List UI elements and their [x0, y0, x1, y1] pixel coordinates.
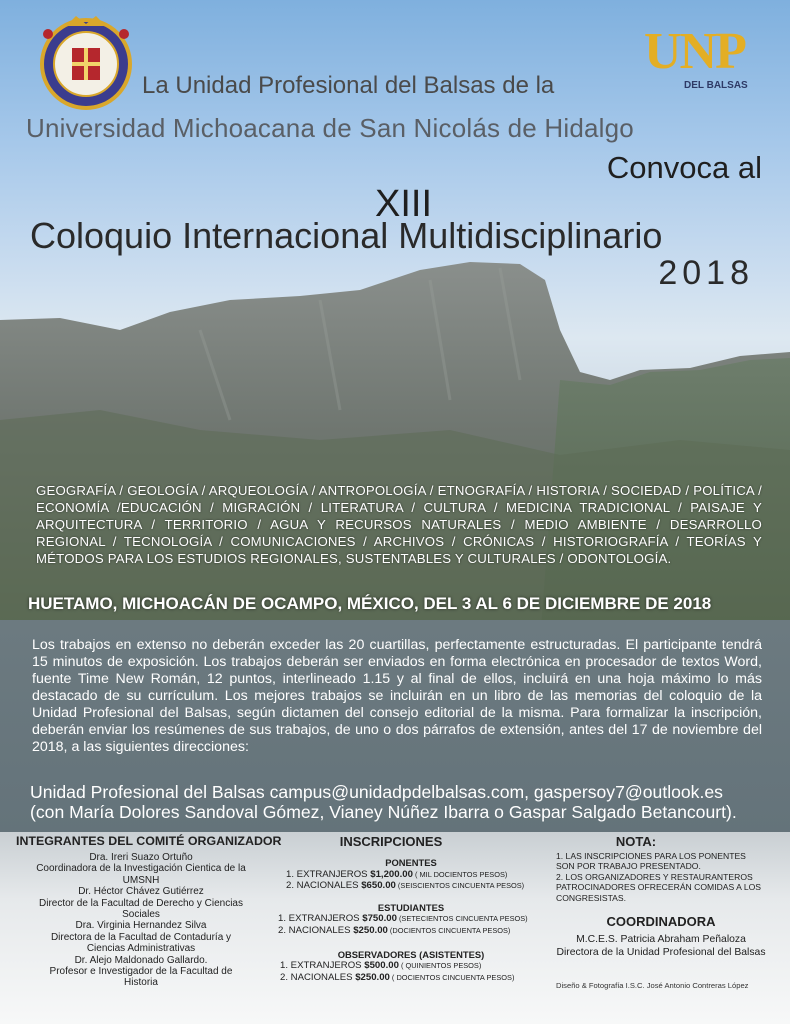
submission-guidelines: Los trabajos en extenso no deberán exceder las 20 cuartillas, perfectamente estructuradas. El participante tendrá 15 minutos de exposición. Los trabajos deberán ser enviados en forma electrónica en procesador de textos Word, fuente Time New Román, 12 puntos, interlineado 1.15 y al final de ellos, incluirá en una hoja máximo lo más destacado de su currículum. Los mejores trabajos se incluirán en un libro de las memorias del coloquio de la Unidad Profesional del Balsas, según dictamen del consejo editorial de la misma. Para formalizar la inscripción, deberán enviar los resúmenes de sus trabajos, de uno o dos párrafos de extensión, antes del 17 de noviembre del 2018, a las siguientes direcciones: — [32, 637, 762, 755]
fees-group-title: PONENTES — [385, 857, 437, 868]
event-year: 2018 — [658, 254, 754, 292]
list-item: 1. EXTRANJEROS $750.00 (SETECIENTOS CINCUENTA PESOS) — [278, 913, 528, 925]
committee-list — [16, 852, 266, 989]
contact-info — [30, 782, 770, 822]
list-item: 2. NACIONALES $650.00 (SEISCIENTOS CINCUENTA PESOS) — [286, 880, 525, 892]
list-item: Coordinadora de la Investigación Cientica de la — [36, 863, 246, 875]
list-item: Dr. Héctor Chávez Gutiérrez — [78, 886, 204, 898]
header-line-1: La Unidad Profesional del Balsas de la — [142, 72, 555, 99]
unp-logo: UNP — [644, 23, 745, 80]
contact-people: (con María Dolores Sandoval Gómez, Vianey Núñez Ibarra o Gaspar Salgado Betancourt). — [30, 802, 737, 822]
coordinator-section — [550, 914, 772, 959]
fees-group-title: OBSERVADORES (ASISTENTES) — [337, 948, 485, 960]
event-title: Coloquio Internacional Multidisciplinario — [30, 215, 663, 256]
list-item: UMSNH — [122, 874, 160, 886]
coordinator-role: Directora de la Unidad Profesional del Balsas — [556, 947, 766, 958]
list-item: Director de la Facultad de Derecho y Ciencias — [39, 897, 243, 909]
fees-group-title: ESTUDIANTES — [377, 901, 445, 913]
header-line-2: Universidad Michoacana de San Nicolás de Hidalgo — [26, 113, 634, 143]
note-section — [556, 834, 776, 903]
list-item: Profesor e Investigador de la Facultad de — [49, 966, 233, 978]
list-item: 1. LAS INSCRIPCIONES PARA LOS PONENTES — [556, 851, 746, 861]
list-item: SON POR TRABAJO PRESENTADO. — [556, 861, 701, 872]
topics-list: GEOGRAFÍA / GEOLOGÍA / ARQUEOLOGÍA / ANTROPOLOGÍA / ETNOGRAFÍA / HISTORIA / SOCIEDAD / POLÍTICA / ECONOMÍA /EDUCACIÓN / MIGRACIÓN / LITERATURA / CULTURA / MEDICINA TRADICIONAL / PAISAJE Y ARQUITECTURA / TERRITORIO / AGUA Y RECURSOS NATURALES / MEDIO AMBIENTE / DESARROLLO REGIONAL / TECNOLOGÍA / COMUNICACIONES / ARCHIVOS / CRÓNICAS / HISTORIOGRAFÍA / TEORÍAS Y MÉTODOS PARA LOS ESTUDIOS REGIONALES, SUSTENTABLES Y CULTURALES / ODONTOLOGÍA. — [36, 483, 762, 566]
list-item: 1. EXTRANJEROS $500.00 ( QUINIENTOS PESOS) — [280, 960, 482, 972]
list-item: 2. LOS ORGANIZADORES Y RESTAURANTEROS — [556, 871, 753, 882]
list-item: 2. NACIONALES $250.00 (DOCIENTOS CINCUENTA PESOS) — [278, 924, 511, 936]
list-item: Sociales — [122, 909, 160, 921]
design-credits: Diseño & Fotografía I.S.C. José Antonio Contreras López — [556, 981, 749, 990]
unp-logo-subtitle: DEL BALSAS — [684, 80, 748, 91]
list-item: PATROCINADORES OFRECERÁN COMIDAS A LOS — [556, 882, 762, 893]
note-title: NOTA: — [615, 834, 657, 849]
university-seal-icon — [36, 12, 136, 112]
edition-number: XIII — [375, 183, 433, 225]
note-list — [556, 851, 776, 903]
committee-section — [16, 834, 306, 989]
fees-section — [276, 834, 546, 983]
list-item: Dra. Virginia Hernandez Silva — [75, 920, 207, 932]
coordinator-name: M.C.E.S. Patricia Abraham Peñaloza — [576, 934, 746, 945]
header-line-3: Convoca al — [606, 150, 762, 185]
coordinator-title: COORDINADORA — [606, 914, 716, 929]
list-item: 1. EXTRANJEROS $1,200.00 ( MIL DOCIENTOS PESOS) — [286, 868, 508, 880]
list-item: Historia — [124, 977, 158, 989]
list-item: Directora de la Facultad de Contaduría y — [50, 931, 232, 943]
list-item: Ciencias Administrativas — [86, 943, 196, 955]
contact-emails: Unidad Profesional del Balsas campus@unidadpdelbalsas.com, gaspersoy7@outlook.es — [30, 782, 723, 802]
fees-title: INSCRIPCIONES — [339, 834, 443, 849]
list-item: CONGRESISTAS. — [556, 892, 627, 903]
fees-group — [276, 869, 546, 892]
committee-title: INTEGRANTES DEL COMITÉ ORGANIZADOR — [16, 834, 282, 848]
list-item: 2. NACIONALES $250.00 ( DOCIENTOS CINCUENTA PESOS) — [280, 971, 515, 983]
event-place-date: HUETAMO, MICHOACÁN DE OCAMPO, MÉXICO, DEL 3 AL 6 DE DICIEMBRE DE 2018 — [28, 594, 712, 613]
list-item: Dr. Alejo Maldonado Gallardo. — [74, 954, 208, 966]
fees-group — [276, 960, 546, 983]
list-item: Dra. Ireri Suazo Ortuño — [89, 852, 193, 863]
fees-group — [276, 913, 546, 936]
